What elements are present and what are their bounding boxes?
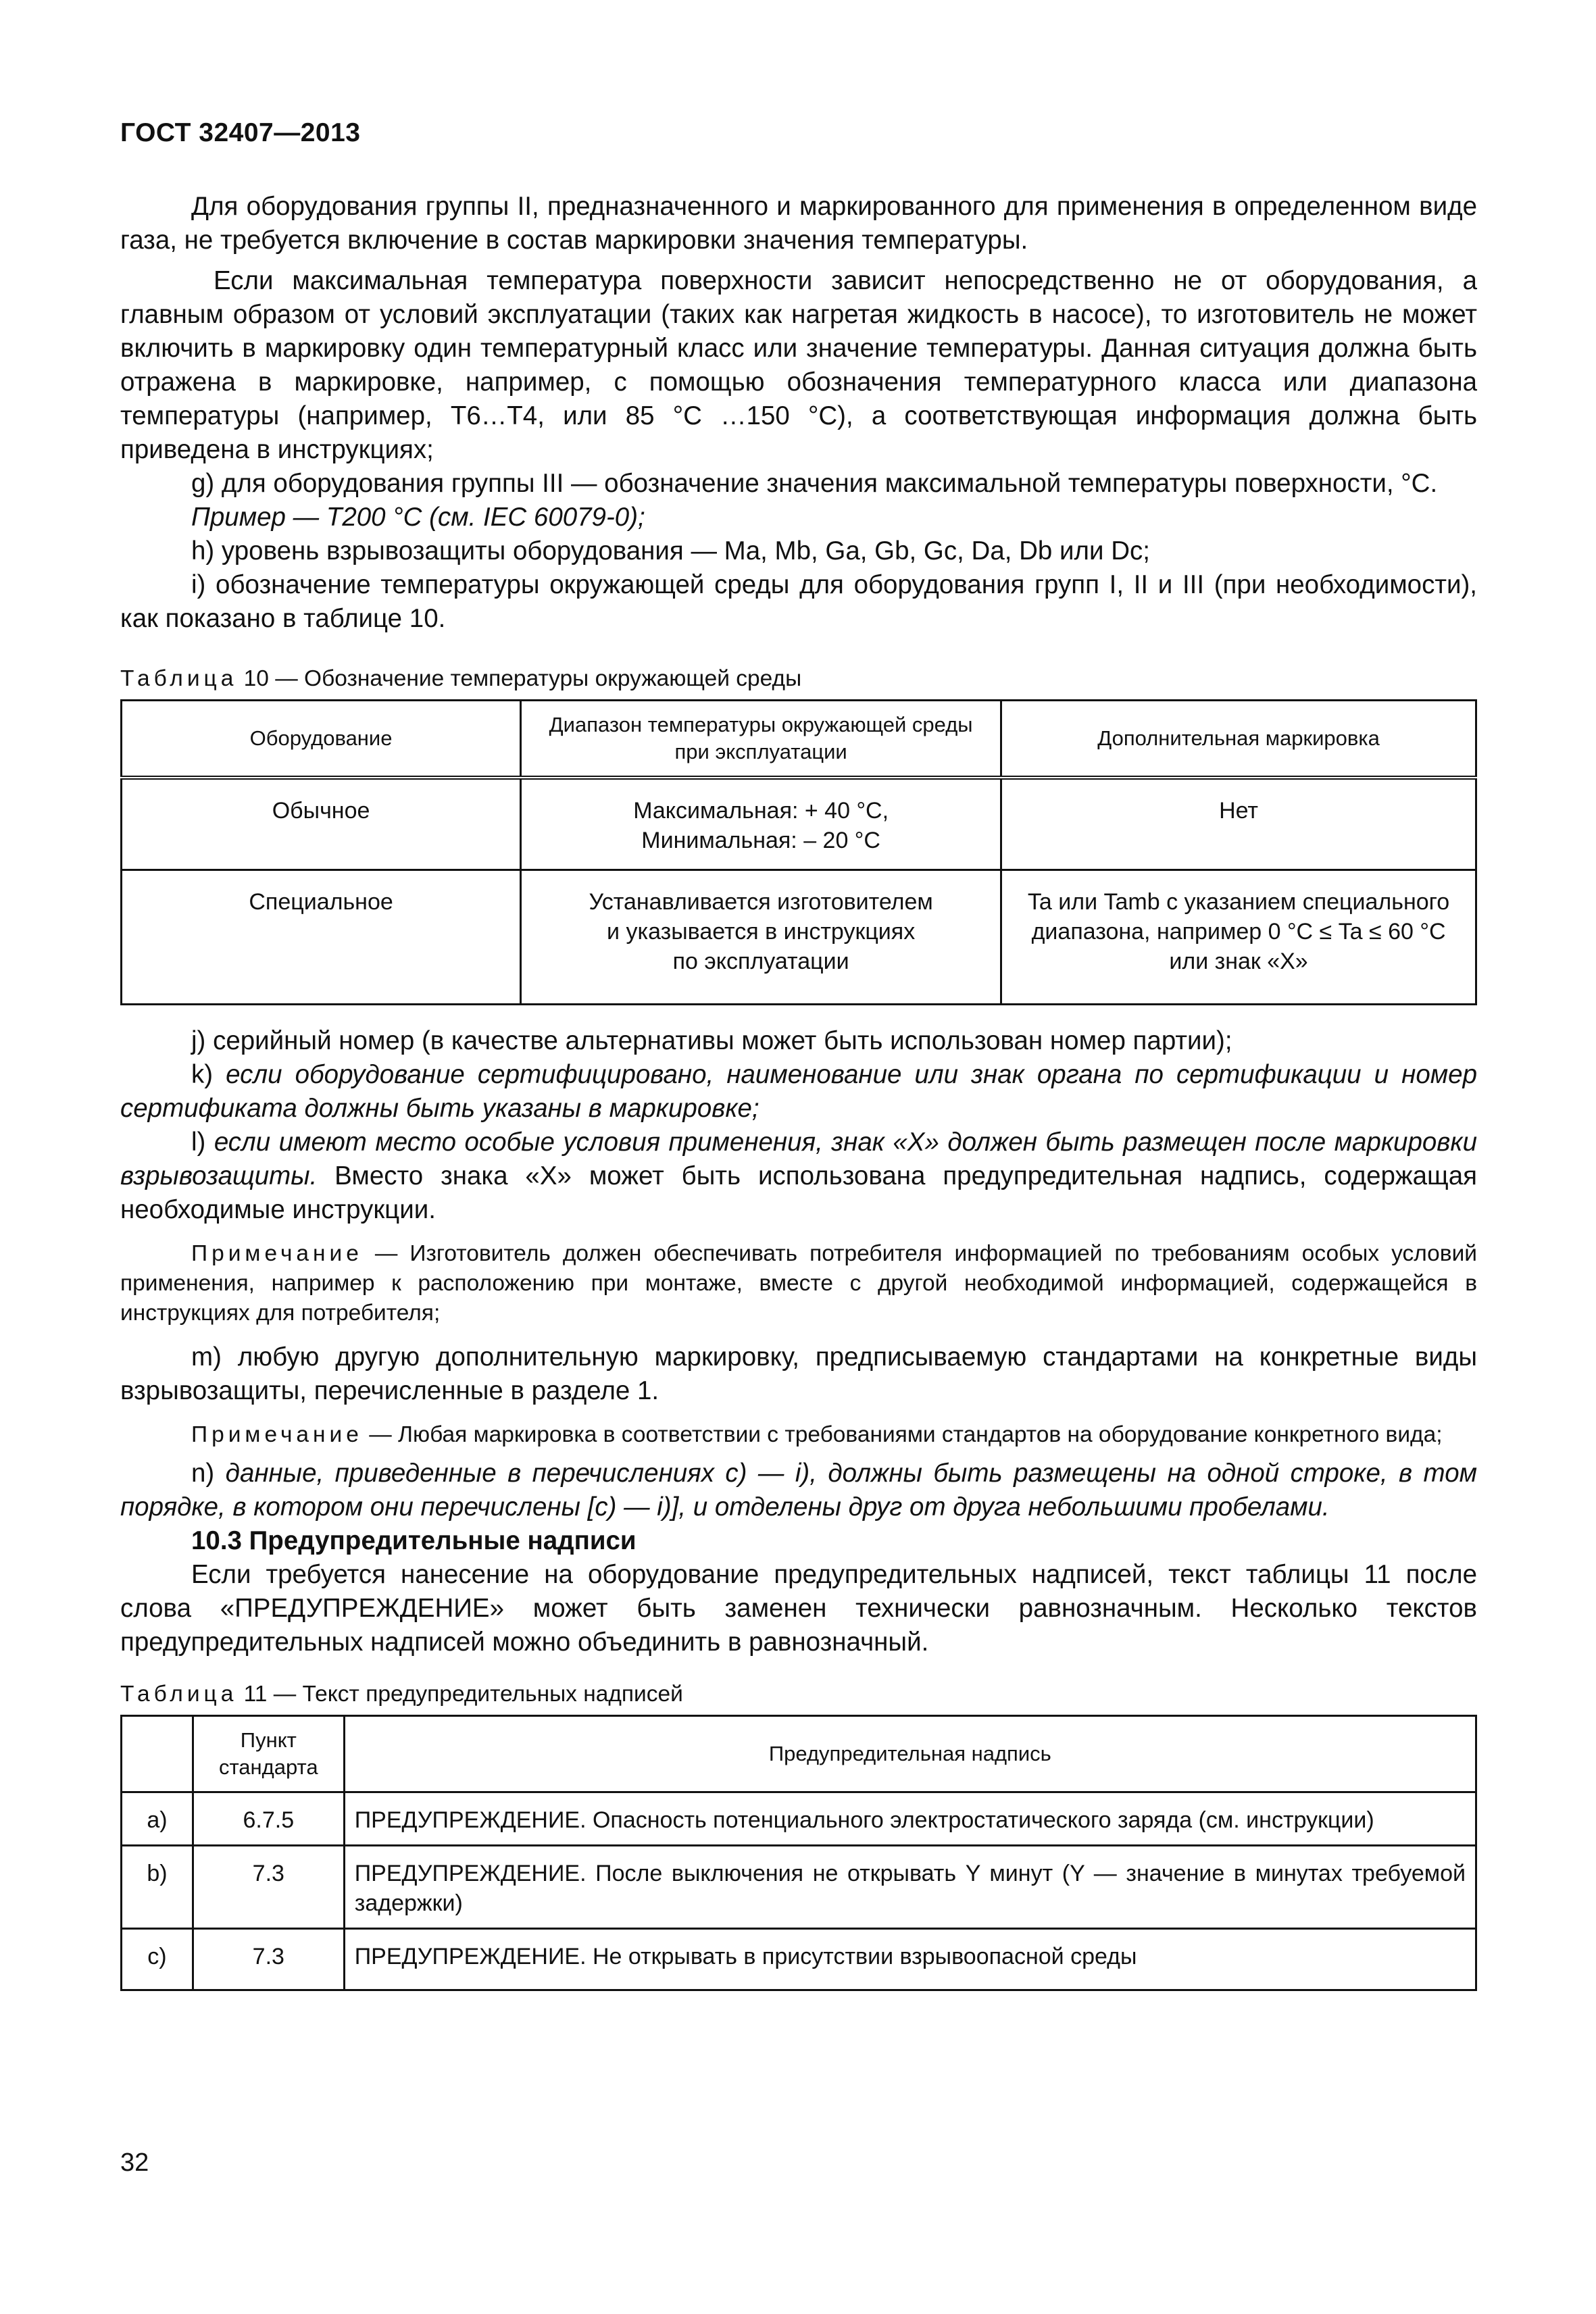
note-2-label: Примечание [191, 1422, 363, 1447]
list-item-k-text: если оборудование сертифицировано, наименование или знак органа по сертификации и номер сертификата должны быть указаны в маркировке; [120, 1060, 1477, 1123]
table11-cell: c) [122, 1929, 193, 1990]
table11-cell: b) [122, 1846, 193, 1929]
table11-cell: ПРЕДУПРЕЖДЕНИЕ. Не открывать в присутствии взрывоопасной среды [344, 1929, 1476, 1990]
paragraph-surface-temperature: Если максимальная температура поверхности зависит непосредственно не от оборудования, а главным образом от условий эксплуатации (таких как нагретая жидкость в насосе), то изготовитель не может включить в маркировку один температурный класс или значение температуры. Данная ситуация должна быть отражена в маркировке, например, с помощью обозначения температурного класса или диапазона температуры (например, Т6…Т4, или 85 °С …150 °С), а соответствующая информация должна быть приведена в инструкциях; [120, 266, 1477, 464]
table10-header-row [122, 701, 1476, 778]
list-item-n-text: данные, приведенные в перечислениях с) — i), должны быть размещены на одной строке, в том порядке, в котором они перечислены [с) — i)], и отделены друг от друга небольшими пробелами. [120, 1459, 1477, 1521]
list-item-m: m) любую другую дополнительную маркировку, предписываемую стандартами на конкретные виды взрывозащиты, перечисленные в разделе 1. [120, 1342, 1477, 1405]
table10-caption [120, 664, 1477, 694]
table10-cell: Нет [1001, 778, 1476, 870]
table10-row [122, 870, 1476, 1005]
list-item-l-text: Вместо знака «X» может быть использована предупредительная надпись, содержащая необходимые инструкции. [120, 1161, 1477, 1224]
note-1 [120, 1239, 1477, 1328]
table11-caption [120, 1680, 1477, 1709]
table10-row [122, 778, 1476, 870]
page-number: 32 [120, 2148, 149, 2177]
table11-cell: 7.3 [193, 1929, 344, 1990]
list-item-j: j) серийный номер (в качестве альтернативы может быть использован номер партии); [191, 1026, 1232, 1055]
table11-cell: a) [122, 1792, 193, 1846]
table-10 [120, 699, 1477, 1005]
table10-cell: Максимальная: + 40 °С, Минимальная: – 20 °С [521, 778, 1001, 870]
list-item-g: g) для оборудования группы III — обозначение значения максимальной температуры поверхности, °С. [191, 469, 1438, 498]
table10-cell: Специальное [122, 870, 521, 1005]
table11-cell: 7.3 [193, 1846, 344, 1929]
table11-header-cell: Пункт стандарта [193, 1716, 344, 1792]
table11-caption-label: Таблица [120, 1682, 238, 1707]
paragraph-warnings: Если требуется нанесение на оборудование предупредительных надписей, текст таблицы 11 после слова «ПРЕДУПРЕЖДЕНИЕ» может быть заменен технически равнозначным. Несколько текстов предупредительных надписей можно объединить в равнозначный. [120, 1560, 1477, 1657]
table11-header-cell [122, 1716, 193, 1792]
note-2 [120, 1420, 1477, 1450]
list-item-l-marker: l) [191, 1128, 214, 1157]
table10-caption-label: Таблица [120, 666, 238, 691]
list-item-l-italic: если имеют место особые условия применения, знак «X» должен быть размещен после маркировки взрывозащиты. [120, 1128, 1477, 1190]
table11-row [122, 1792, 1476, 1846]
document-header: ГОСТ 32407—2013 [120, 118, 361, 147]
list-item-i: i) обозначение температуры окружающей среды для оборудования групп I, II и III (при необходимости), как показано в таблице 10. [120, 570, 1477, 633]
note-1-text: — Изготовитель должен обеспечивать потребителя информацией по требованиям особых условий применения, например к расположению при монтаже, вместе с другой необходимой информацией, содержащейся в инструкциях для потребителя; [120, 1241, 1477, 1326]
list-item-k [120, 1058, 1477, 1126]
table11-header-cell: Предупредительная надпись [344, 1716, 1476, 1792]
example-line: Пример — Т200 °С (см. IEC 60079-0); [191, 503, 645, 532]
table11-cell: 6.7.5 [193, 1792, 344, 1846]
paragraph-group-ii: Для оборудования группы II, предназначенного и маркированного для применения в определенном виде газа, не требуется включение в состав маркировки значения температуры. [120, 192, 1477, 255]
table10-header-cell: Диапазон температуры окружающей среды при эксплуатации [521, 701, 1001, 778]
table-11 [120, 1715, 1477, 1991]
section-heading: 10.3 Предупредительные надписи [191, 1526, 637, 1555]
table11-row [122, 1846, 1476, 1929]
table11-cell: ПРЕДУПРЕЖДЕНИЕ. Опасность потенциального электростатического заряда (см. инструкции) [344, 1792, 1476, 1846]
table10-caption-text: 10 — Обозначение температуры окружающей среды [237, 666, 802, 691]
table10-cell: Ta или Tamb с указанием специального диапазона, например 0 °С ≤ Ta ≤ 60 °С или знак «X» [1001, 870, 1476, 1005]
table10-header-cell: Оборудование [122, 701, 521, 778]
document-page [120, 118, 1477, 1991]
table10-header-cell: Дополнительная маркировка [1001, 701, 1476, 778]
note-1-label: Примечание [191, 1241, 363, 1266]
list-item-h: h) уровень взрывозащиты оборудования — Ma, Mb, Ga, Gb, Gc, Da, Db или Dc; [191, 536, 1150, 565]
table11-row [122, 1929, 1476, 1990]
list-item-l [120, 1126, 1477, 1227]
note-2-text: — Любая маркировка в соответствии с требованиями стандартов на оборудование конкретного вида; [362, 1422, 1443, 1447]
list-item-n-marker: n) [191, 1459, 226, 1488]
table11-header-row [122, 1716, 1476, 1792]
table10-cell: Обычное [122, 778, 521, 870]
table11-cell: ПРЕДУПРЕЖДЕНИЕ. После выключения не открывать Y минут (Y — значение в минутах требуемой задержки) [344, 1846, 1476, 1929]
table11-caption-text: 11 — Текст предупредительных надписей [237, 1682, 683, 1707]
table10-cell: Устанавливается изготовителем и указывается в инструкциях по эксплуатации [521, 870, 1001, 1005]
list-item-k-marker: k) [191, 1060, 226, 1089]
list-item-n [120, 1457, 1477, 1524]
